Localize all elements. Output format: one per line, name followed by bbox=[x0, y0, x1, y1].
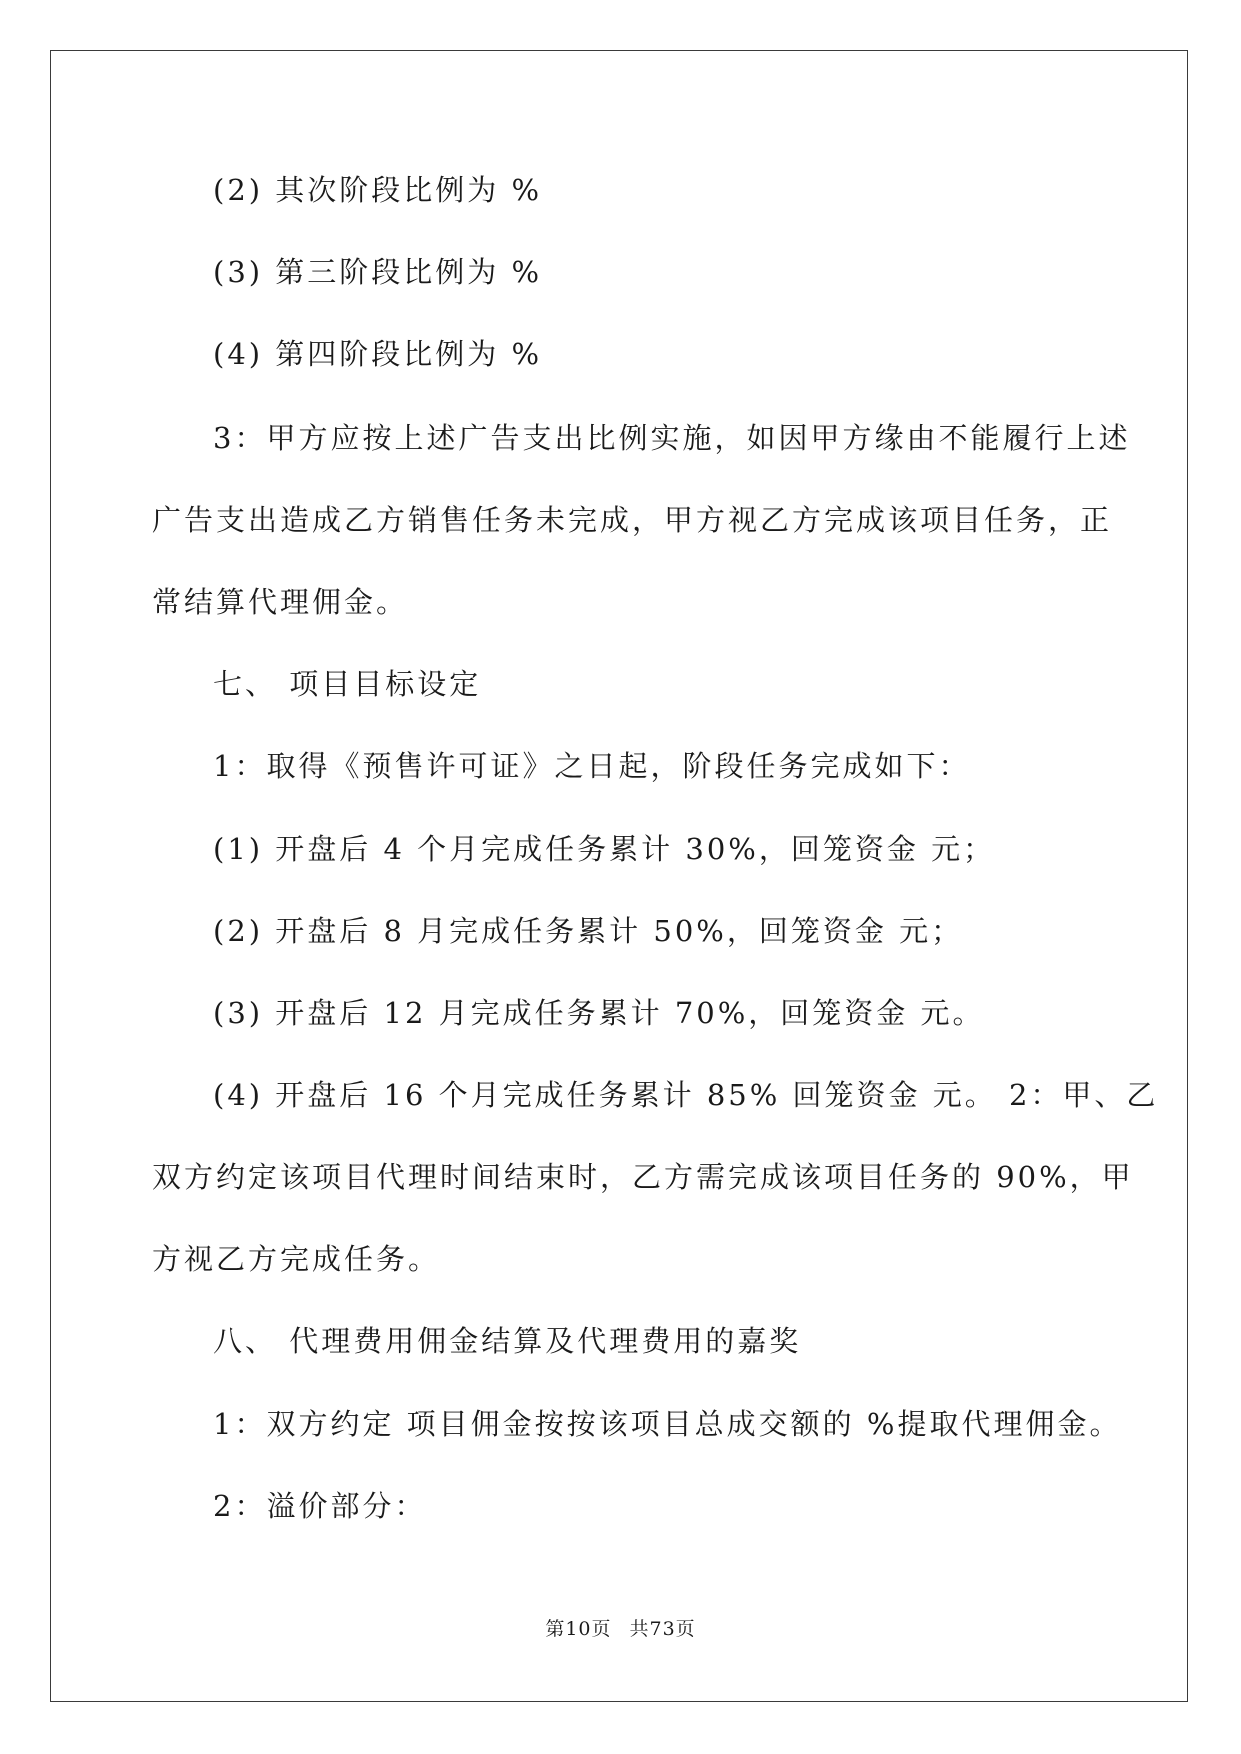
list-item-target-4: (4) 开盘后 16 个月完成任务累计 85% 回笼资金 元。 2：甲、乙 bbox=[213, 1078, 1159, 1112]
list-item-stage-2: (2) 其次阶段比例为 % bbox=[213, 173, 543, 207]
paragraph-7-1: 1：取得《预售许可证》之日起，阶段任务完成如下： bbox=[213, 749, 971, 783]
page-border bbox=[50, 50, 1188, 1702]
section-heading-7: 七、 项目目标设定 bbox=[213, 667, 482, 701]
list-item-target-2: (2) 开盘后 8 月完成任务累计 50%，回笼资金 元； bbox=[213, 914, 964, 948]
list-item-stage-3: (3) 第三阶段比例为 % bbox=[213, 255, 543, 289]
list-item-target-3: (3) 开盘后 12 月完成任务累计 70%，回笼资金 元。 bbox=[213, 996, 985, 1030]
paragraph-3-line-2: 广告支出造成乙方销售任务未完成，甲方视乙方完成该项目任务，正 bbox=[152, 503, 1113, 537]
list-item-target-1: (1) 开盘后 4 个月完成任务累计 30%，回笼资金 元； bbox=[213, 832, 996, 866]
paragraph-3-line-3: 常结算代理佣金。 bbox=[152, 585, 409, 619]
paragraph-7-2-line-3: 方视乙方完成任务。 bbox=[152, 1242, 441, 1276]
paragraph-3-line-1: 3：甲方应按上述广告支出比例实施，如因甲方缘由不能履行上述 bbox=[213, 421, 1131, 455]
page-total: 共73页 bbox=[629, 1618, 696, 1640]
paragraph-8-1: 1：双方约定 项目佣金按按该项目总成交额的 %提取代理佣金。 bbox=[213, 1407, 1122, 1441]
paragraph-7-2-line-2: 双方约定该项目代理时间结束时，乙方需完成该项目任务的 90%，甲 bbox=[152, 1160, 1134, 1194]
page-footer bbox=[0, 1617, 1241, 1641]
section-heading-8: 八、 代理费用佣金结算及代理费用的嘉奖 bbox=[213, 1324, 802, 1358]
paragraph-8-2: 2：溢价部分： bbox=[213, 1489, 427, 1523]
page-number: 第10页 bbox=[545, 1618, 612, 1640]
list-item-stage-4: (4) 第四阶段比例为 % bbox=[213, 337, 543, 371]
